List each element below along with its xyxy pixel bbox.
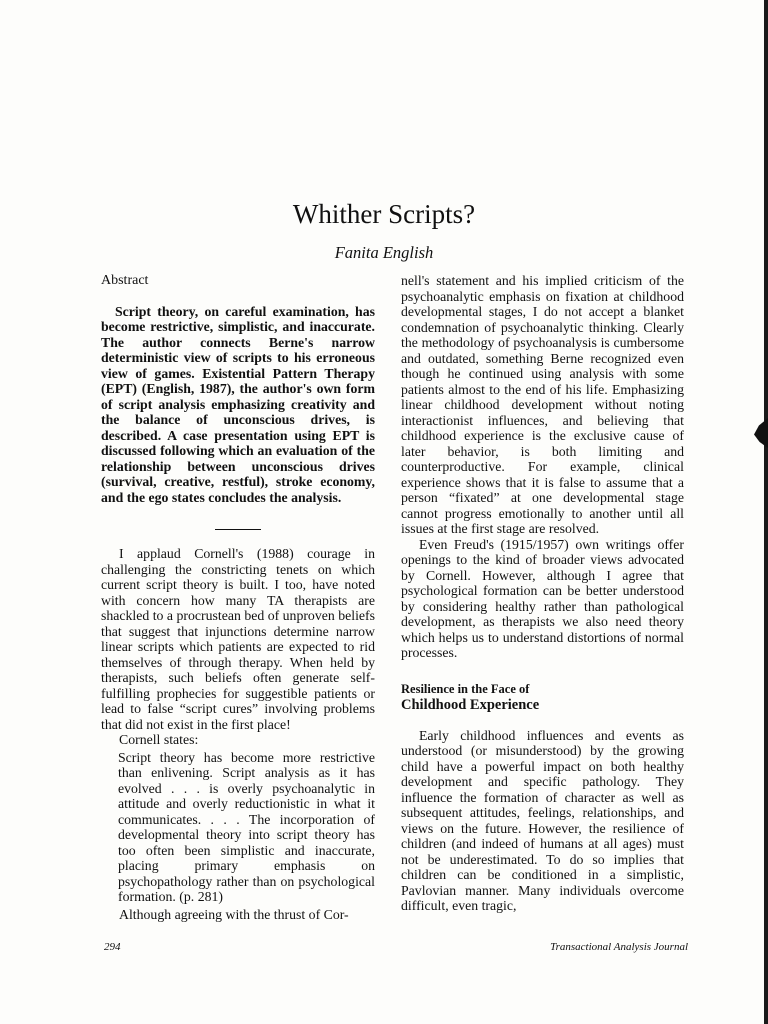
article-author: Fanita English	[334, 243, 434, 262]
body-paragraph: Cornell states:	[119, 732, 199, 747]
right-column	[401, 273, 684, 914]
left-column	[101, 273, 375, 922]
block-quote: Script theory has become more restrictive than enlivening. Script analysis as it has evolved . . . is overly psychoanalytic in attitude and overly reductionistic in what it communicates. . . . The incorporation of developmental theory into script theory has too often been simplistic and inaccurate, placing primary emphasis on psychopathology rather than on psychological formation. (p. 281)	[118, 749, 375, 904]
section-divider	[215, 529, 261, 530]
body-paragraph: Early childhood influences and events as understood (or misunderstood) by the growing child have a powerful impact on both healthy development and specific pathology. They influence the formation of character as well as subsequent attitudes, feelings, relationships, and views on the future. However, the resilience of children (and indeed of humans at all ages) must not be underestimated. To do so implies that children can be conditioned in a simplistic, Pavlovian manner. Many individuals overcome difficult, even tragic,	[401, 727, 684, 913]
scan-notch	[754, 418, 768, 448]
scan-edge	[764, 0, 768, 1024]
body-paragraph: I applaud Cornell's (1988) courage in challenging the constricting tenets on which current script theory is built. I too, have noted with concern how many TA therapists are shackled to a procrustean bed of unproven beliefs that suggest that injunctions determine narrow linear scripts which patients are expected to rid themselves of through therapy. When held by therapists, such beliefs often generate self-fulfilling prophecies for suggestible patients or lead to false “script cures” involving problems that did not exist in the first place!	[101, 546, 375, 732]
body-paragraph: nell's statement and his implied criticism of the psychoanalytic emphasis on fixation at childhood developmental stages, I do not accept a blanket condemnation of psychoanalytic thinking. Clearly the methodology of psychoanalysis is cumbersome and outdated, something Berne recognized even though he continued using analysis with some patients almost to the end of his life. Emphasizing linear childhood development without noting interactionist influences, and believing that childhood experience is the exclusive cause of later behavior, is both limiting and counterproductive. For example, clinical experience shows that it is false to assume that a person “fixated” at one developmental stage cannot progress emotionally to another until all issues at the first stage are resolved.	[401, 273, 684, 536]
body-paragraph: Even Freud's (1915/1957) own writings offer openings to the kind of broader views advocated by Cornell. However, although I agree that psychological formation can be better understood by considering healthy rather than pathological development, as therapists we also need theory which helps us to understand distortions of normal processes.	[401, 536, 684, 660]
abstract-text: Script theory, on careful examination, has become restrictive, simplistic, and inaccurate. The author connects Berne's narrow deterministic view of scripts to his erroneous view of games. Existential Pattern Therapy (EPT) (English, 1987), the author's own form of script analysis emphasizing creativity and the balance of unconscious drives, is described. A case presentation using EPT is discussed following which an evaluation of the relationship between unconscious drives (survival, creative, restful), stroke economy, and the ego states concludes the analysis.	[101, 303, 375, 505]
page-number: 294	[104, 941, 121, 953]
journal-name: Transactional Analysis Journal	[550, 941, 688, 953]
abstract-heading: Abstract	[101, 273, 149, 288]
body-paragraph: Although agreeing with the thrust of Cor-	[119, 906, 349, 922]
section-heading-line2: Childhood Experience	[401, 696, 540, 713]
article-title: Whither Scripts?	[292, 199, 476, 229]
section-heading-line1: Resilience in the Face of	[401, 681, 530, 696]
